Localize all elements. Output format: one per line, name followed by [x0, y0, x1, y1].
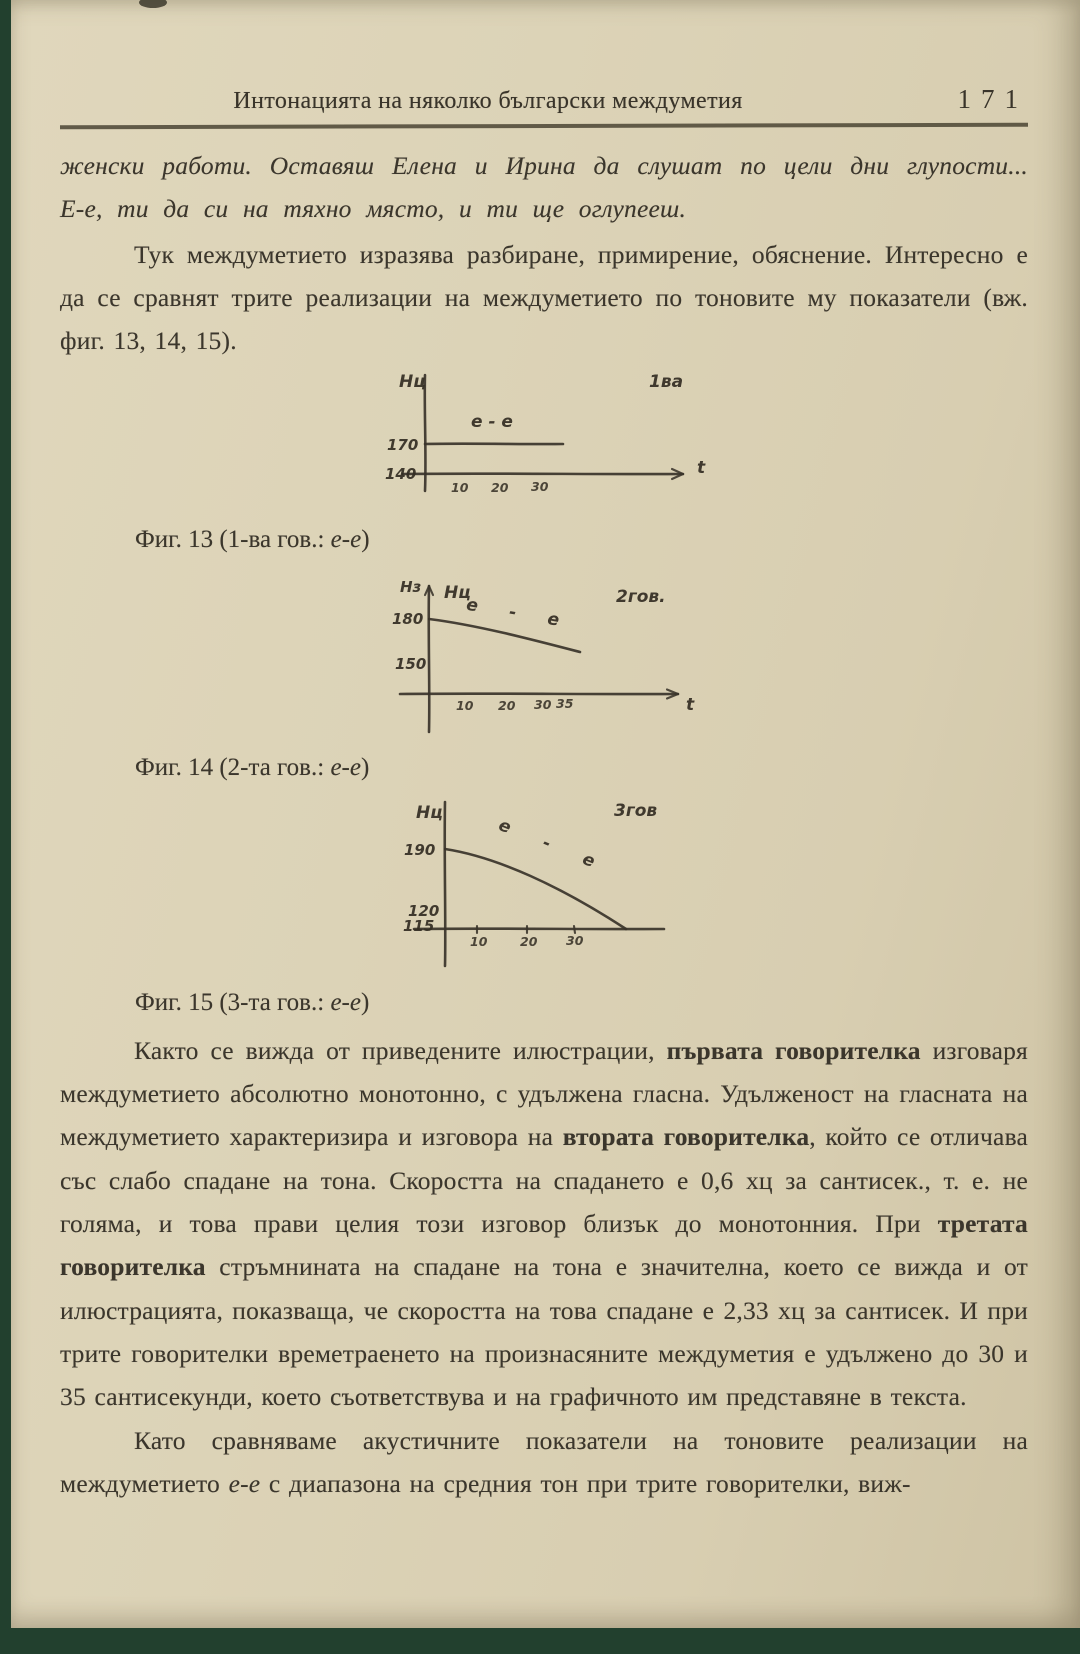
caption-text: Фиг. 14 (2-та гов.: — [135, 753, 331, 781]
x-axis-time-label: t — [686, 694, 695, 715]
caption-text: Фиг. 15 (3-та гов.: — [135, 988, 331, 1016]
text-run: Като сравняваме акустичните показатели на тоновите реализации на междуметието — [60, 1425, 1028, 1499]
figure-14-caption — [135, 754, 1028, 782]
y-tick-120: 120 — [408, 901, 440, 920]
x-tick-10: 10 — [470, 933, 488, 949]
bold-third-speaker: третата говорителка — [60, 1209, 1028, 1282]
x-tick-10: 10 — [456, 697, 474, 713]
y-tick-140: 140 — [385, 464, 417, 483]
y-tick-150: 150 — [395, 654, 427, 673]
speaker-label: 1ва — [649, 371, 684, 392]
caption-close: ) — [360, 753, 370, 781]
y-axis-unit-label-left: Hз — [400, 577, 422, 596]
scan-artifact-speck — [139, 0, 167, 8]
x-axis-time-label: t — [697, 457, 706, 478]
speaker-label: 3гов — [614, 800, 658, 821]
caption-interjection: е-е — [330, 525, 362, 553]
intro-paragraph: Тук междуметието изразява разбиране, примирение, обяснение. Интересно е да се сравнят трите реализации на междуметието по тоновите му показатели (вж. фиг. 13, 14, 15). — [60, 239, 1028, 356]
y-axis-line — [429, 586, 430, 732]
y-axis-unit-label: Hц — [444, 582, 471, 603]
figure-13-caption — [135, 526, 1028, 554]
x-tick-20: 20 — [498, 697, 516, 713]
x-tick-20: 20 — [491, 479, 509, 495]
y-tick-180: 180 — [392, 609, 424, 628]
x-tick-30: 30 — [534, 696, 552, 712]
caption-interjection: е-е — [330, 988, 361, 1016]
pitch-contour-chart-15 — [402, 794, 692, 972]
caption-close: ) — [360, 988, 370, 1016]
y-tick-115: 115 — [403, 916, 435, 935]
caption-close: ) — [361, 525, 370, 553]
y-tick-190: 190 — [404, 840, 436, 859]
closing-paragraph — [60, 1419, 1028, 1506]
quoted-example-paragraph: женски работи. Оставяш Елена и Ирина да слушат по цели дни глупости... Е-е, ти да си на тяхно място, и ти ще оглупееш. — [60, 151, 1028, 224]
y-axis-unit-label: Hц — [399, 371, 426, 392]
text-run: изговаря междуметието абсолютно монотонно, с удължена гласна. Удълженост на гласната на междуметието характеризира и изговора на — [60, 1035, 1028, 1152]
y-tick-170: 170 — [387, 435, 419, 454]
y-axis-unit-label: Hц — [416, 802, 443, 823]
analysis-paragraph — [60, 1029, 1028, 1419]
text-run: , който се отличава със слабо спадане на тона. Скоростта на спадането е 0,6 хц за сантисек., т. е. не голяма, и това прави целия този изговор близък до монотонния. При — [60, 1122, 1028, 1239]
figure-13 — [385, 369, 1028, 514]
text-run: стръмнината на спадане на тона е значителна, което се вижда и от илюстрацията, показваща, че скоростта на това спадане е 2,33 хц за сантисек. И при трите говорителки времетраенето на произнасяните междуметия е удължено до 30 и 35 сантисекунди, което съответствува и на графичното им представяне в текста. — [60, 1252, 1028, 1412]
caption-text: Фиг. 13 (1-ва гов.: — [135, 525, 331, 553]
pitch-contour-chart-14 — [392, 572, 702, 737]
running-title: Интонацията на няколко български междуметия — [233, 88, 743, 114]
curve-label: е - е — [471, 411, 513, 432]
figure-15 — [402, 794, 1028, 977]
text-run: Както се вижда от приведените илюстрации, — [134, 1035, 667, 1065]
text-run: с диапазона на средния тон при трите говорителки, виж- — [260, 1469, 911, 1499]
bold-first-speaker: първата говорителка — [666, 1035, 921, 1065]
pitch-contour-chart-13 — [385, 369, 715, 509]
x-tick-20: 20 — [520, 933, 538, 949]
x-tick-30: 30 — [531, 478, 549, 494]
y-axis-line — [445, 802, 446, 966]
header-rule — [60, 123, 1028, 130]
curve-label: е - е — [464, 594, 574, 633]
x-tick-10: 10 — [451, 479, 469, 495]
page-header — [60, 84, 1028, 115]
page-number: 171 — [957, 84, 1028, 114]
italic-interjection: е-е — [228, 1469, 261, 1499]
figure-14 — [392, 572, 1028, 742]
figure-15-caption — [135, 989, 1028, 1017]
caption-interjection: е-е — [330, 753, 361, 781]
scanned-page — [11, 0, 1080, 1628]
bold-second-speaker: втората говорителка — [562, 1122, 810, 1152]
x-tick-30: 30 — [566, 932, 584, 948]
x-tick-35: 35 — [556, 695, 574, 711]
speaker-label: 2гов. — [616, 586, 666, 607]
curve-label: е - е — [495, 814, 612, 878]
